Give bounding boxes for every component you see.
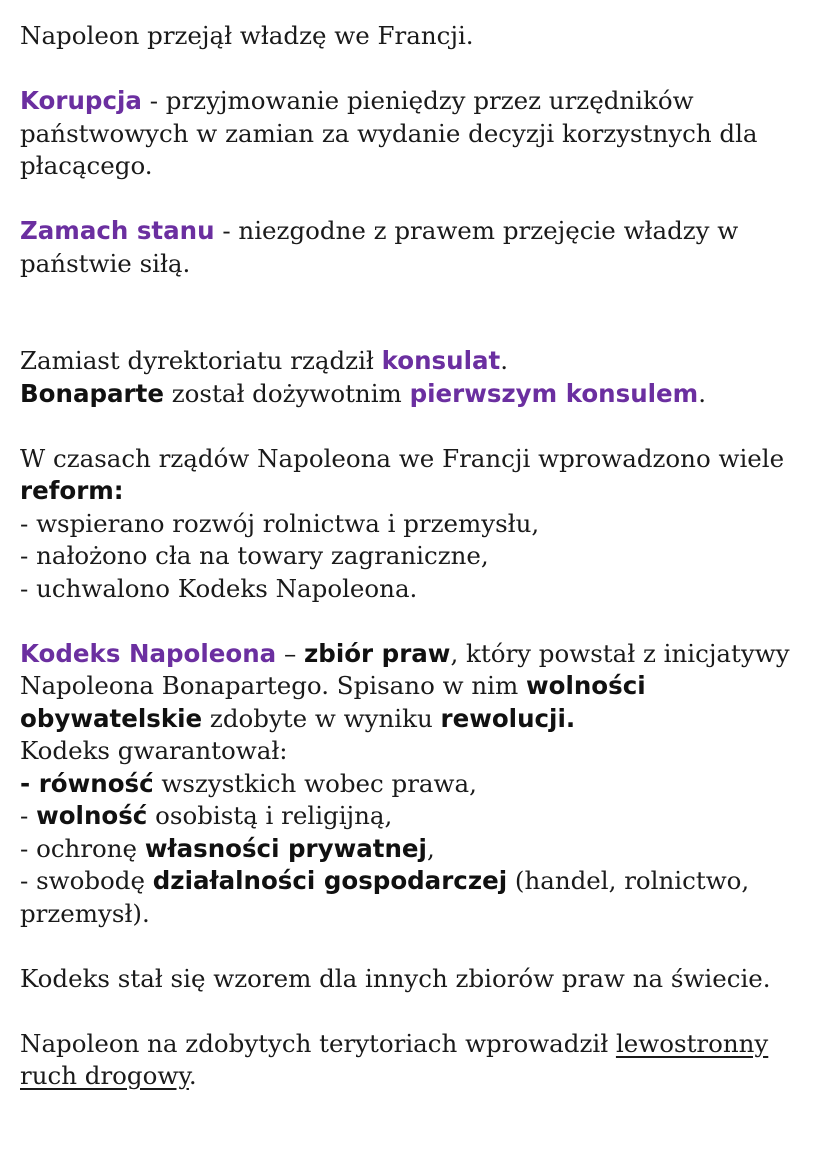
definition-text: - niezgodne z prawem przejęcie władzy w państwie siłą. [20, 216, 739, 278]
bold-wolnosci: wolności obywatelskie [20, 671, 646, 733]
list-item: - uchwalono Kodeks Napoleona. [20, 573, 418, 603]
list-item: , [426, 833, 435, 863]
kodeks-text: zdobyte w wyniku [202, 703, 441, 733]
kodeks-paragraph [20, 638, 810, 931]
konsul-end: . [698, 378, 706, 408]
spacer [20, 53, 810, 86]
term-konsulat: konsulat [381, 346, 501, 375]
list-item: - nałożono cła na towary zagraniczne, [20, 541, 489, 570]
konsul-text: został dożywotnim [163, 378, 410, 408]
bold-bonaparte: Bonaparte [20, 378, 164, 408]
definition-zamach-stanu [20, 215, 810, 280]
definition-korupcja [20, 85, 810, 183]
term-zamach-stanu: Zamach stanu [20, 216, 215, 245]
bold-wlasnosc: własności prywatnej [144, 833, 427, 863]
list-item: wszystkich wobec prawa, [153, 768, 477, 798]
spacer [20, 410, 810, 443]
guarantee-heading: Kodeks gwarantował: [20, 736, 288, 765]
wzor-text: Kodeks stał się wzorem dla innych zbiorów praw na świecie. [20, 963, 771, 993]
kodeks-text: , który powstał z inicjatywy Napoleona Bonapartego. Spisano w nim [20, 638, 790, 700]
definition-text: - przyjmowanie pieniędzy przez urzędników państwowych w zamian za wydanie decyzji korzystnych dla płacącego. [20, 86, 758, 180]
bold-reformy: reform: [20, 476, 124, 505]
bold-dzialalnosc: działalności gospodarczej [152, 866, 508, 895]
note-page [20, 20, 810, 1093]
ruch-drogowy-paragraph [20, 1028, 810, 1093]
ruch-text: Napoleon na zdobytych terytoriach wprowadził [20, 1028, 616, 1058]
spacer [20, 605, 810, 638]
list-item: osobistą i religijną, [147, 801, 393, 830]
term-korupcja: Korupcja [20, 86, 142, 115]
underlined-ruch-drogowy: lewostronny ruch drogowy [20, 1028, 769, 1090]
spacer [20, 280, 810, 345]
list-prefix: - ochronę [20, 833, 145, 863]
kodeks-wzor-paragraph [20, 963, 810, 996]
term-kodeks-napoleona: Kodeks Napoleona [20, 638, 277, 668]
konsulat-text: Zamiast dyrektoriatu rządził [20, 346, 382, 375]
list-item: (handel, rolnictwo, przemysł). [20, 866, 750, 928]
bold-rownosc: - równość [20, 768, 154, 798]
list-prefix: - swobodę [20, 866, 153, 895]
bold-rewolucji: rewolucji. [440, 703, 576, 733]
konsulat-end: . [500, 346, 509, 375]
spacer [20, 930, 810, 963]
ruch-end: . [188, 1061, 197, 1090]
spacer [20, 183, 810, 216]
list-item: - wspierano rozwój rolnictwa i przemysłu, [20, 508, 540, 538]
term-pierwszy-konsul: pierwszym konsulem [409, 378, 699, 408]
reforms-paragraph [20, 443, 810, 606]
reforms-intro: W czasach rządów Napoleona we Francji wprowadzono wiele [20, 443, 785, 473]
intro-text: Napoleon przejął władzę we Francji. [20, 21, 474, 50]
list-prefix: - [20, 801, 37, 830]
intro-paragraph [20, 20, 810, 53]
konsulat-paragraph [20, 345, 810, 410]
kodeks-dash: – [276, 638, 305, 668]
spacer [20, 995, 810, 1028]
bold-wolnosc: wolność [36, 801, 148, 830]
bold-zbior-praw: zbiór praw [304, 638, 451, 668]
